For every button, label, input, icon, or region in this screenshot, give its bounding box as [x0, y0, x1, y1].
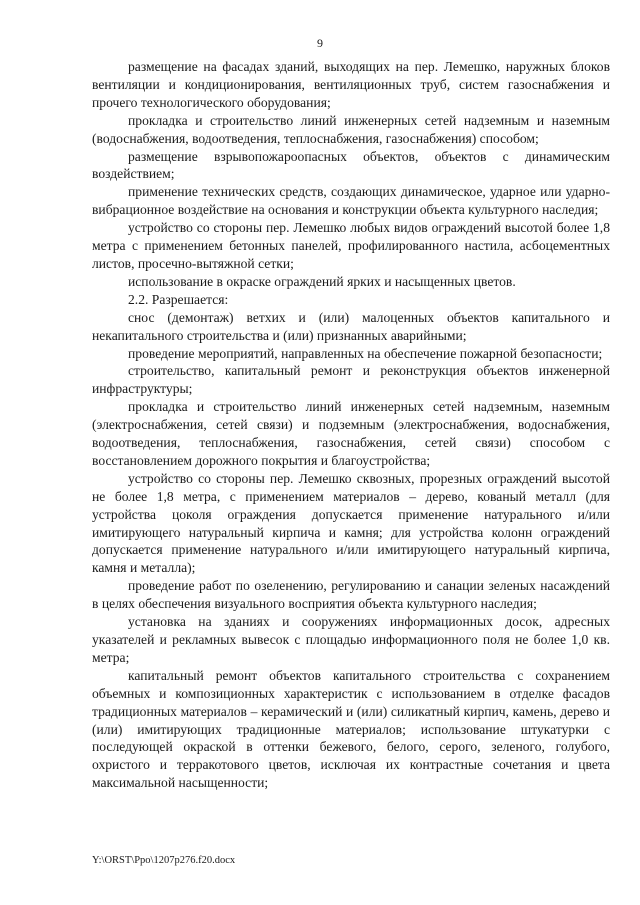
paragraph-network-laying: прокладка и строительство линий инженерных сетей надземным, наземным (электроснабжения, сетей связи) и подземным (электроснабжения, водоснабжения, водоотведения, теплоснабжения, газоснабжения, сетей связи) способом с восстановлением дорожного покрытия и благоустройства; — [92, 399, 610, 468]
file-path-footer: Y:\ORST\Ppo\1207p276.f20.docx — [92, 855, 236, 866]
paragraph-facade-equipment: размещение на фасадах зданий, выходящих на пер. Лемешко, наружных блоков вентиляции и кондиционирования, вентиляционных труб, систем газоснабжения и прочего технологического оборудования; — [92, 59, 610, 110]
paragraph-prohibited-fences: устройство со стороны пер. Лемешко любых видов ограждений высотой более 1,8 метра с применением бетонных панелей, профилированного настила, асбоцементных листов, просечно-вытяжной сетки; — [92, 220, 610, 271]
paragraph-landscaping: проведение работ по озеленению, регулированию и санации зеленых насаждений в целях обеспечения визуального восприятия объекта культурного наследия; — [92, 578, 610, 612]
paragraph-dynamic-impact: применение технических средств, создающих динамическое, ударное или ударно-вибрационное воздействие на основания и конструкции объекта культурного наследия; — [92, 184, 610, 218]
document-body — [92, 58, 610, 792]
paragraph-permitted-fences: устройство со стороны пер. Лемешко сквозных, прорезных ограждений высотой не более 1,8 метра, с применением материалов – дерево, кованый металл (для устройства цоколя ограждения допускается применение натурального и/или имитирующего натуральный кирпича и камня; для устройства колонн ограждений допускается применение натурального и/или имитирующего натуральный кирпича, камня и металла); — [92, 470, 610, 576]
paragraph-infrastructure: строительство, капитальный ремонт и реконструкция объектов инженерной инфраструктуры; — [92, 363, 610, 397]
section-heading-permitted: 2.2. Разрешается: — [128, 291, 229, 307]
paragraph-overhead-networks: прокладка и строительство линий инженерных сетей надземным и наземным (водоснабжения, водоотведения, теплоснабжения, газоснабжения) способом; — [92, 112, 610, 146]
paragraph-signage: установка на зданиях и сооружениях информационных досок, адресных указателей и рекламных вывесок с площадью информационного поля не более 1,0 кв. метра; — [92, 614, 610, 665]
paragraph-fire-safety: проведение мероприятий, направленных на обеспечение пожарной безопасности; — [128, 345, 603, 361]
paragraph-demolition: снос (демонтаж) ветхих и (или) малоценных объектов капитального и некапитального строительства и (или) признанных аварийными; — [92, 309, 610, 343]
paragraph-explosive-objects: размещение взрывопожароопасных объектов, объектов с динамическим воздействием; — [92, 148, 610, 182]
paragraph-capital-repair: капитальный ремонт объектов капитального строительства с сохранением объемных и композиционных характеристик с использованием в отделке фасадов традиционных материалов – керамический и (или) силикатный кирпич, камень, дерево и (или) имитирующих традиционные материалов; использование штукатурки с последующей окраской в оттенки бежевого, белого, серого, зеленого, голубого, охристого и терракотового цветов, исключая их контрастные сочетания и цвета максимальной насыщенности; — [92, 667, 610, 791]
page-number: 9 — [317, 36, 323, 50]
paragraph-bright-colors: использование в окраске ограждений ярких и насыщенных цветов. — [128, 273, 516, 289]
